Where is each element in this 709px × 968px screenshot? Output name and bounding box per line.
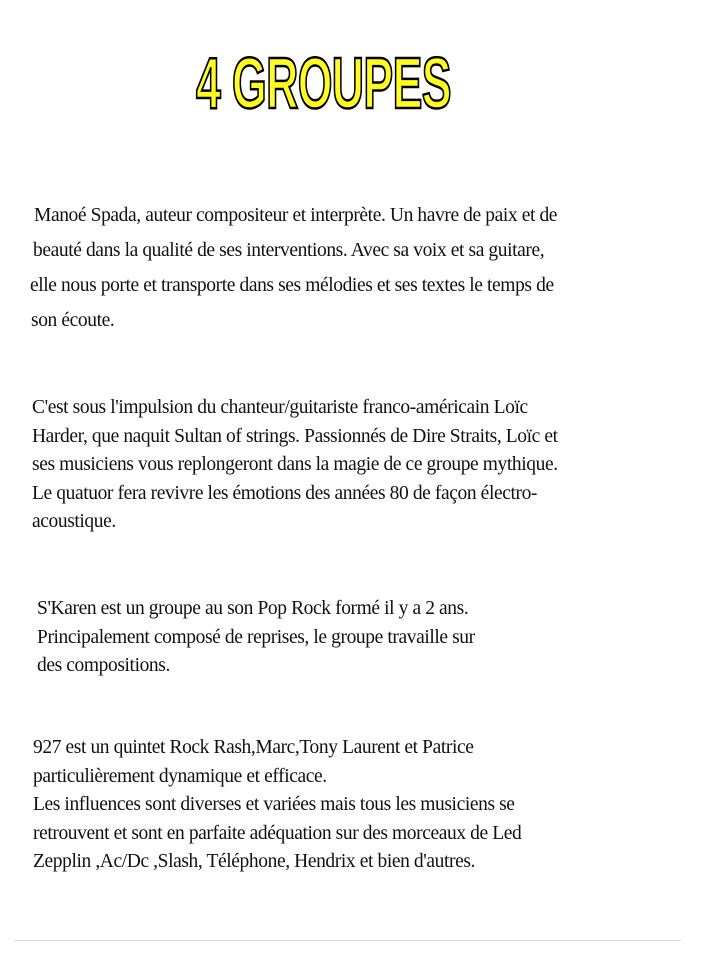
page-title: 4 GROUPES (196, 44, 451, 124)
text-line: Harder, que naquit Sultan of strings. Passionnés de Dire Straits, Loïc et (32, 425, 558, 447)
text-line: des compositions. (37, 655, 170, 676)
text-line: Zepplin ,Ac/Dc ,Slash, Téléphone, Hendrix et bien d'autres. (33, 851, 476, 872)
text-line: Le quatuor fera revivre les émotions des années 80 de façon électro- (32, 482, 538, 504)
text-line: son écoute. (31, 310, 115, 331)
bottom-divider (14, 940, 681, 941)
paragraph-927 (0, 734, 521, 877)
paragraph-skaren (0, 595, 475, 681)
text-line: C'est sous l'impulsion du chanteur/guitariste franco-américain Loïc (32, 397, 528, 418)
text-line: 927 est un quintet Rock Rash,Marc,Tony Laurent et Patrice (33, 737, 474, 758)
text-line: Les influences sont diverses et variées mais tous les musiciens se (33, 794, 515, 815)
text-line: elle nous porte et transporte dans ses mélodies et ses textes le temps de (30, 275, 554, 296)
text-line: acoustique. (32, 511, 116, 532)
text-line: S'Karen est un groupe au son Pop Rock formé il y a 2 ans. (37, 598, 469, 619)
text-line: Principalement composé de reprises, le groupe travaille sur (37, 626, 475, 648)
paragraph-manoe-spada (0, 198, 557, 338)
text-line: beauté dans la qualité de ses interventions. Avec sa voix et sa guitare, (33, 240, 545, 261)
text-line: ses musiciens vous replongeront dans la magie de ce groupe mythique. (32, 454, 558, 475)
text-line: retrouvent et sont en parfaite adéquation sur des morceaux de Led (33, 822, 522, 844)
text-line: Manoé Spada, auteur compositeur et interprète. Un havre de paix et de (34, 205, 558, 226)
text-line: particulièrement dynamique et efficace. (33, 765, 327, 787)
paragraph-sultan-of-strings (0, 394, 558, 537)
